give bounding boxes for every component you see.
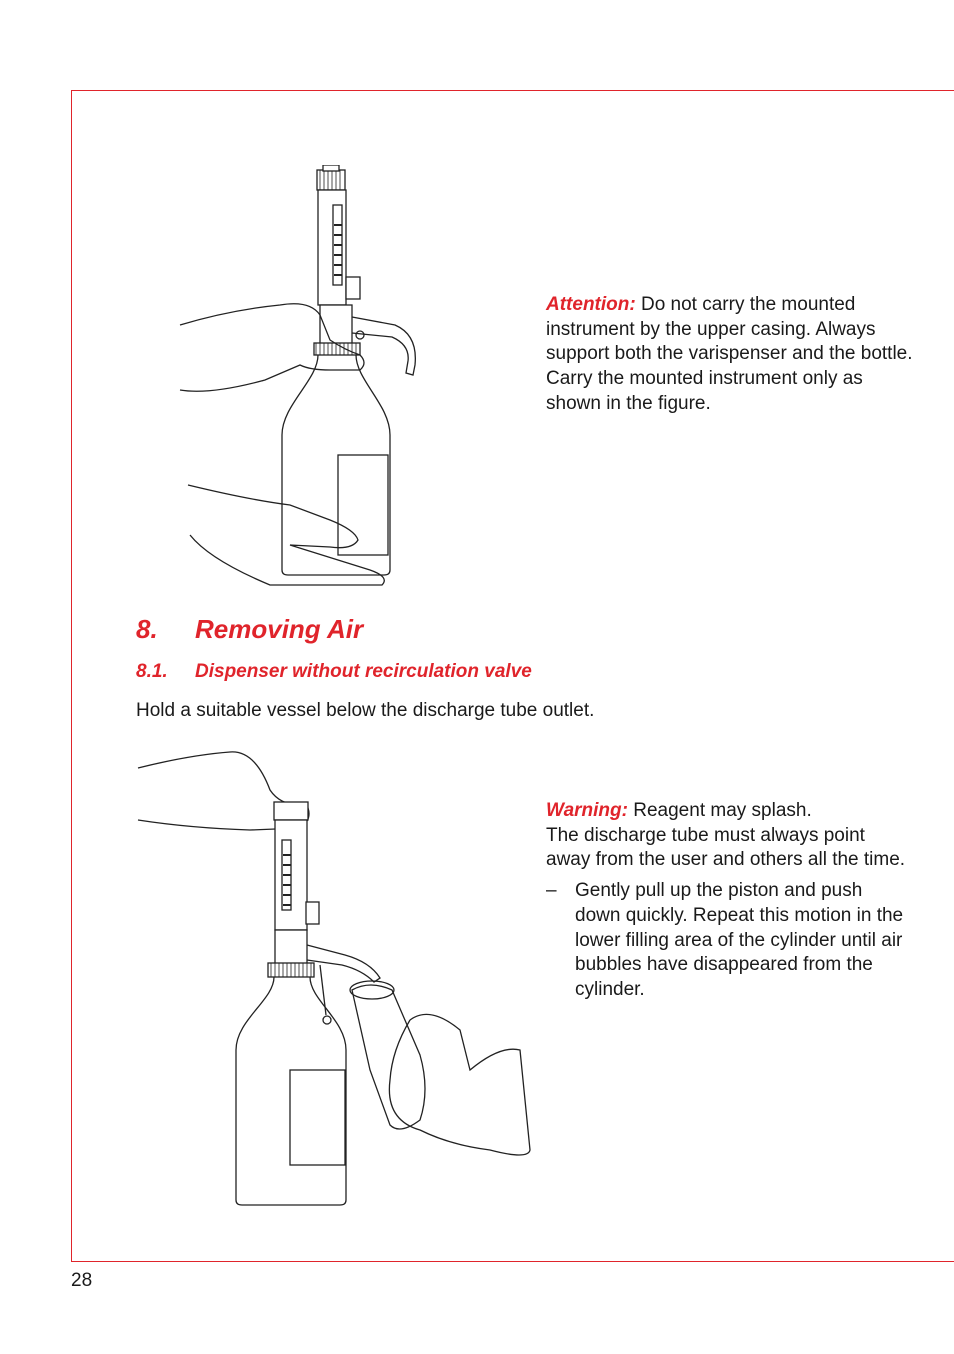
list-marker: – [546, 880, 557, 902]
figure-removing-air [130, 750, 540, 1210]
list-item [546, 879, 911, 1003]
page-number: 28 [71, 1270, 93, 1291]
attention-text: Do not carry the mounted instrument by the upper casing. Always support both the varispenser and the bottle. Carry the mounted instrument only as shown in the figure. [546, 294, 913, 414]
subsection-number: 8.1. [136, 661, 168, 682]
subsection-title: Dispenser without recirculation valve [195, 661, 532, 682]
list-item-text: Gently pull up the piston and push down quickly. Repeat this motion in the lower filling area of the cylinder until air bubbles have disappeared from the cylinder. [575, 880, 904, 1000]
warning-label: Warning: [546, 800, 628, 821]
warning-text-2: The discharge tube must always point away from the user and others all the time. [546, 824, 906, 871]
intro-paragraph: Hold a suitable vessel below the discharge tube outlet. [136, 700, 595, 721]
attention-label: Attention: [546, 294, 636, 315]
section-number: 8. [136, 614, 158, 644]
subsection-heading [136, 661, 532, 683]
section-heading [136, 614, 363, 645]
attention-note [546, 293, 916, 417]
instruction-list [546, 879, 911, 1003]
figure-carrying-dispenser [170, 165, 440, 595]
section-title: Removing Air [195, 614, 364, 644]
warning-note [546, 799, 911, 1003]
warning-text: Reagent may splash. [627, 800, 812, 821]
